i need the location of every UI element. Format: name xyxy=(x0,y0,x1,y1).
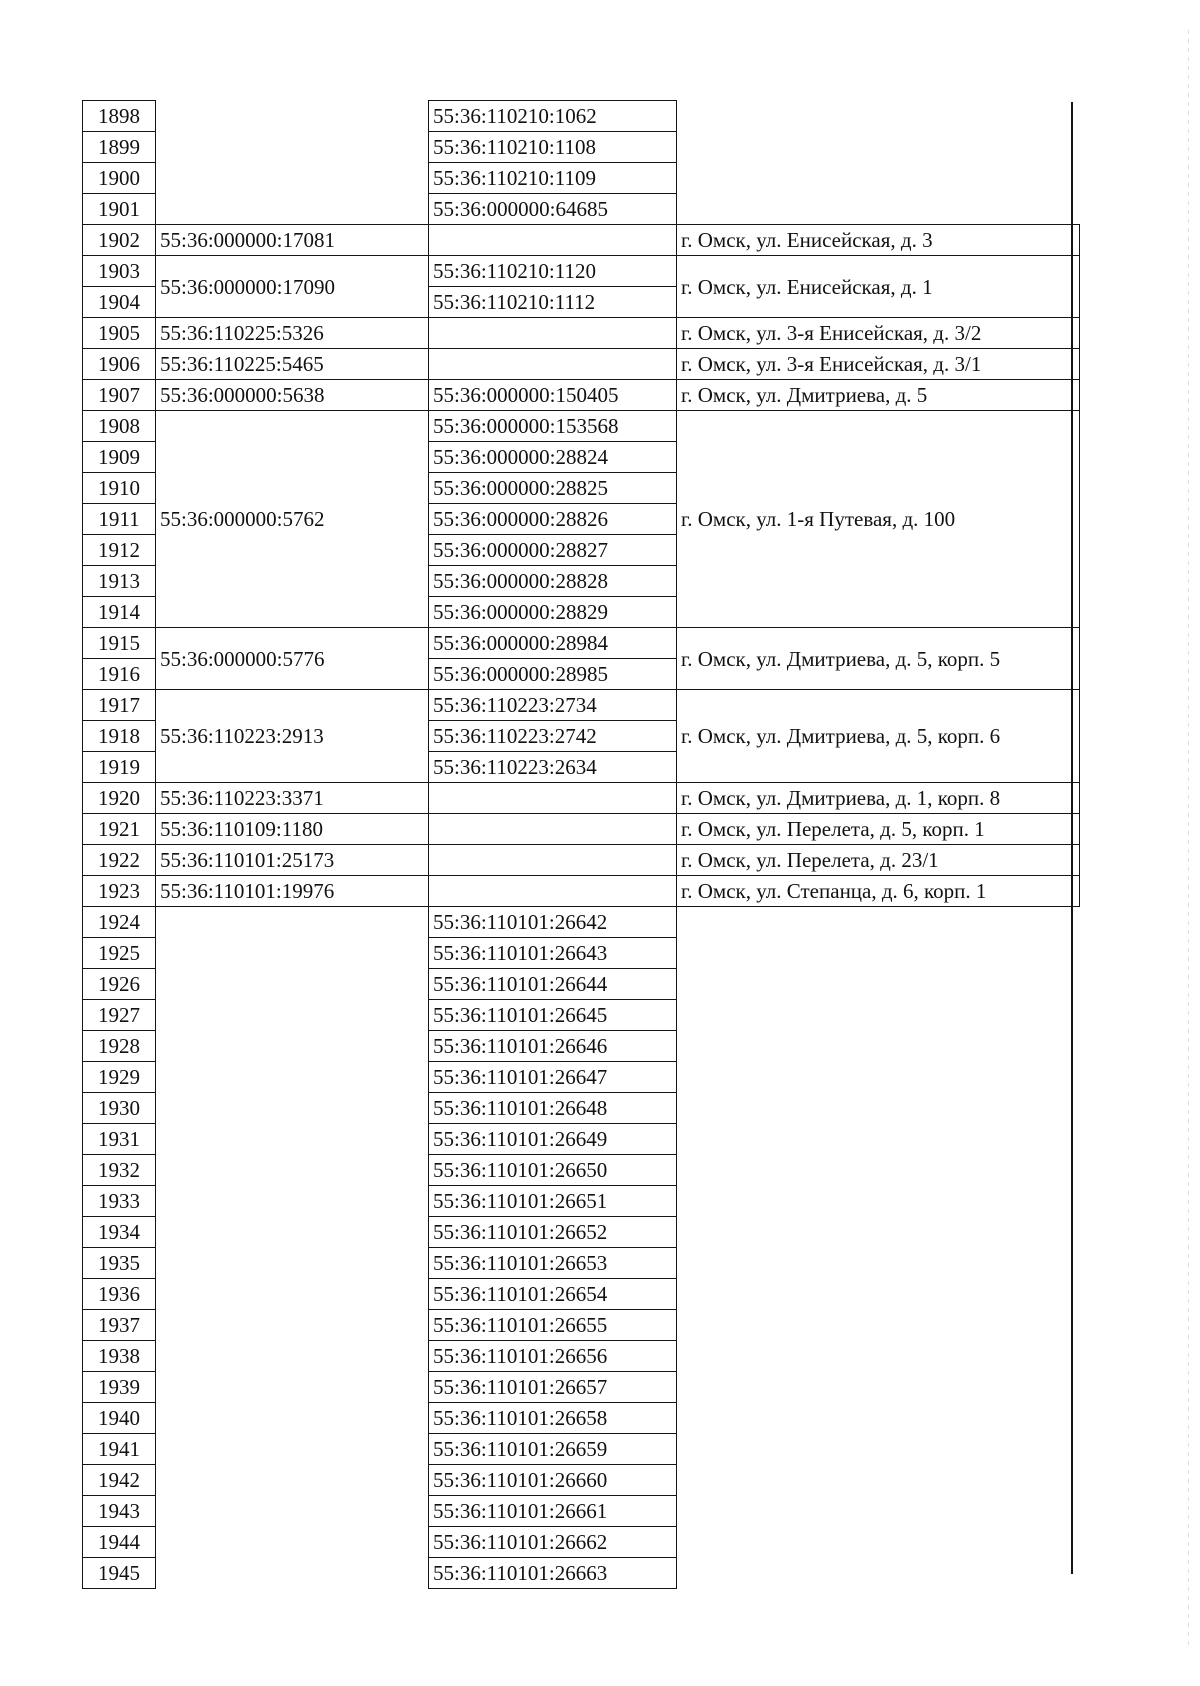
row-number-cell: 1913 xyxy=(83,566,156,597)
row-number-cell: 1940 xyxy=(83,1403,156,1434)
row-number-cell: 1917 xyxy=(83,690,156,721)
parcel-number-cell: 55:36:110101:25173 xyxy=(156,845,429,876)
parcel-number-cell: 55:36:000000:5762 xyxy=(156,411,429,628)
address-cell xyxy=(677,101,1080,225)
object-number-cell: 55:36:110101:26652 xyxy=(429,1217,677,1248)
row-number-cell: 1909 xyxy=(83,442,156,473)
row-number-cell: 1915 xyxy=(83,628,156,659)
object-number-cell xyxy=(429,225,677,256)
parcel-number-cell xyxy=(156,101,429,225)
address-cell: г. Омск, ул. Степанца, д. 6, корп. 1 xyxy=(677,876,1080,907)
parcel-number-cell: 55:36:000000:5638 xyxy=(156,380,429,411)
object-number-cell xyxy=(429,814,677,845)
row-number-cell: 1900 xyxy=(83,163,156,194)
parcel-number-cell: 55:36:110223:2913 xyxy=(156,690,429,783)
object-number-cell: 55:36:110101:26658 xyxy=(429,1403,677,1434)
row-number-cell: 1916 xyxy=(83,659,156,690)
row-number-cell: 1935 xyxy=(83,1248,156,1279)
object-number-cell: 55:36:000000:64685 xyxy=(429,194,677,225)
object-number-cell: 55:36:110101:26650 xyxy=(429,1155,677,1186)
object-number-cell xyxy=(429,783,677,814)
object-number-cell: 55:36:000000:28985 xyxy=(429,659,677,690)
address-cell: г. Омск, ул. Дмитриева, д. 5, корп. 6 xyxy=(677,690,1080,783)
table-row xyxy=(83,225,1080,256)
object-number-cell: 55:36:110101:26645 xyxy=(429,1000,677,1031)
row-number-cell: 1933 xyxy=(83,1186,156,1217)
table-row xyxy=(83,690,1080,721)
object-number-cell: 55:36:110101:26644 xyxy=(429,969,677,1000)
row-number-cell: 1902 xyxy=(83,225,156,256)
parcel-number-cell: 55:36:110225:5326 xyxy=(156,318,429,349)
row-number-cell: 1937 xyxy=(83,1310,156,1341)
object-number-cell: 55:36:110210:1108 xyxy=(429,132,677,163)
object-number-cell: 55:36:110101:26642 xyxy=(429,907,677,938)
row-number-cell: 1899 xyxy=(83,132,156,163)
row-number-cell: 1923 xyxy=(83,876,156,907)
table-row xyxy=(83,876,1080,907)
table-row xyxy=(83,907,1080,938)
row-number-cell: 1918 xyxy=(83,721,156,752)
address-cell: г. Омск, ул. Енисейская, д. 3 xyxy=(677,225,1080,256)
table-row xyxy=(83,845,1080,876)
address-cell: г. Омск, ул. Дмитриева, д. 1, корп. 8 xyxy=(677,783,1080,814)
row-number-cell: 1920 xyxy=(83,783,156,814)
object-number-cell: 55:36:110101:26660 xyxy=(429,1465,677,1496)
address-cell: г. Омск, ул. Енисейская, д. 1 xyxy=(677,256,1080,318)
object-number-cell: 55:36:110210:1062 xyxy=(429,101,677,132)
object-number-cell: 55:36:110210:1120 xyxy=(429,256,677,287)
row-number-cell: 1942 xyxy=(83,1465,156,1496)
object-number-cell: 55:36:000000:28829 xyxy=(429,597,677,628)
address-cell: г. Омск, ул. 3-я Енисейская, д. 3/1 xyxy=(677,349,1080,380)
object-number-cell: 55:36:000000:28984 xyxy=(429,628,677,659)
row-number-cell: 1911 xyxy=(83,504,156,535)
row-number-cell: 1927 xyxy=(83,1000,156,1031)
object-number-cell xyxy=(429,845,677,876)
row-number-cell: 1912 xyxy=(83,535,156,566)
row-number-cell: 1943 xyxy=(83,1496,156,1527)
object-number-cell: 55:36:000000:28826 xyxy=(429,504,677,535)
table-row xyxy=(83,814,1080,845)
row-number-cell: 1932 xyxy=(83,1155,156,1186)
object-number-cell: 55:36:110101:26663 xyxy=(429,1558,677,1589)
row-number-cell: 1930 xyxy=(83,1093,156,1124)
row-number-cell: 1938 xyxy=(83,1341,156,1372)
row-number-cell: 1926 xyxy=(83,969,156,1000)
table-row xyxy=(83,318,1080,349)
row-number-cell: 1906 xyxy=(83,349,156,380)
object-number-cell: 55:36:000000:153568 xyxy=(429,411,677,442)
parcel-number-cell: 55:36:110109:1180 xyxy=(156,814,429,845)
table-row xyxy=(83,783,1080,814)
address-cell: г. Омск, ул. Перелета, д. 5, корп. 1 xyxy=(677,814,1080,845)
right-border-line xyxy=(1071,102,1073,1574)
object-number-cell: 55:36:110101:26661 xyxy=(429,1496,677,1527)
object-number-cell: 55:36:110101:26654 xyxy=(429,1279,677,1310)
table-body xyxy=(83,101,1080,1589)
parcel-number-cell: 55:36:110223:3371 xyxy=(156,783,429,814)
table-row xyxy=(83,411,1080,442)
address-cell: г. Омск, ул. 3-я Енисейская, д. 3/2 xyxy=(677,318,1080,349)
row-number-cell: 1919 xyxy=(83,752,156,783)
row-number-cell: 1922 xyxy=(83,845,156,876)
row-number-cell: 1910 xyxy=(83,473,156,504)
scan-edge-noise xyxy=(1188,30,1189,1650)
address-cell xyxy=(677,907,1080,1589)
object-number-cell: 55:36:000000:28828 xyxy=(429,566,677,597)
object-number-cell: 55:36:000000:28824 xyxy=(429,442,677,473)
row-number-cell: 1941 xyxy=(83,1434,156,1465)
object-number-cell: 55:36:000000:150405 xyxy=(429,380,677,411)
table-row xyxy=(83,349,1080,380)
row-number-cell: 1928 xyxy=(83,1031,156,1062)
address-cell: г. Омск, ул. Дмитриева, д. 5, корп. 5 xyxy=(677,628,1080,690)
object-number-cell: 55:36:110223:2734 xyxy=(429,690,677,721)
parcel-number-cell xyxy=(156,907,429,1589)
row-number-cell: 1945 xyxy=(83,1558,156,1589)
parcel-number-cell: 55:36:110101:19976 xyxy=(156,876,429,907)
table-row xyxy=(83,101,1080,132)
row-number-cell: 1931 xyxy=(83,1124,156,1155)
object-number-cell: 55:36:110101:26647 xyxy=(429,1062,677,1093)
parcel-number-cell: 55:36:110225:5465 xyxy=(156,349,429,380)
row-number-cell: 1907 xyxy=(83,380,156,411)
address-cell: г. Омск, ул. Дмитриева, д. 5 xyxy=(677,380,1080,411)
object-number-cell: 55:36:110223:2634 xyxy=(429,752,677,783)
address-cell: г. Омск, ул. Перелета, д. 23/1 xyxy=(677,845,1080,876)
object-number-cell: 55:36:110101:26649 xyxy=(429,1124,677,1155)
parcel-number-cell: 55:36:000000:17081 xyxy=(156,225,429,256)
object-number-cell: 55:36:110101:26653 xyxy=(429,1248,677,1279)
row-number-cell: 1901 xyxy=(83,194,156,225)
row-number-cell: 1921 xyxy=(83,814,156,845)
object-number-cell: 55:36:110101:26657 xyxy=(429,1372,677,1403)
object-number-cell: 55:36:110210:1109 xyxy=(429,163,677,194)
object-number-cell: 55:36:110101:26655 xyxy=(429,1310,677,1341)
row-number-cell: 1936 xyxy=(83,1279,156,1310)
parcel-number-cell: 55:36:000000:17090 xyxy=(156,256,429,318)
row-number-cell: 1905 xyxy=(83,318,156,349)
row-number-cell: 1914 xyxy=(83,597,156,628)
table-row xyxy=(83,628,1080,659)
table-row xyxy=(83,380,1080,411)
object-number-cell: 55:36:110101:26643 xyxy=(429,938,677,969)
object-number-cell: 55:36:110101:26646 xyxy=(429,1031,677,1062)
row-number-cell: 1898 xyxy=(83,101,156,132)
row-number-cell: 1934 xyxy=(83,1217,156,1248)
object-number-cell: 55:36:110101:26648 xyxy=(429,1093,677,1124)
row-number-cell: 1925 xyxy=(83,938,156,969)
row-number-cell: 1924 xyxy=(83,907,156,938)
row-number-cell: 1903 xyxy=(83,256,156,287)
address-cell: г. Омск, ул. 1-я Путевая, д. 100 xyxy=(677,411,1080,628)
table-row xyxy=(83,256,1080,287)
row-number-cell: 1939 xyxy=(83,1372,156,1403)
object-number-cell: 55:36:000000:28827 xyxy=(429,535,677,566)
object-number-cell: 55:36:110210:1112 xyxy=(429,287,677,318)
row-number-cell: 1929 xyxy=(83,1062,156,1093)
row-number-cell: 1904 xyxy=(83,287,156,318)
cadastral-table xyxy=(82,100,1080,1589)
object-number-cell xyxy=(429,349,677,380)
object-number-cell xyxy=(429,318,677,349)
object-number-cell: 55:36:000000:28825 xyxy=(429,473,677,504)
object-number-cell: 55:36:110101:26659 xyxy=(429,1434,677,1465)
object-number-cell: 55:36:110101:26662 xyxy=(429,1527,677,1558)
parcel-number-cell: 55:36:000000:5776 xyxy=(156,628,429,690)
object-number-cell: 55:36:110101:26656 xyxy=(429,1341,677,1372)
row-number-cell: 1944 xyxy=(83,1527,156,1558)
object-number-cell: 55:36:110223:2742 xyxy=(429,721,677,752)
row-number-cell: 1908 xyxy=(83,411,156,442)
object-number-cell: 55:36:110101:26651 xyxy=(429,1186,677,1217)
object-number-cell xyxy=(429,876,677,907)
